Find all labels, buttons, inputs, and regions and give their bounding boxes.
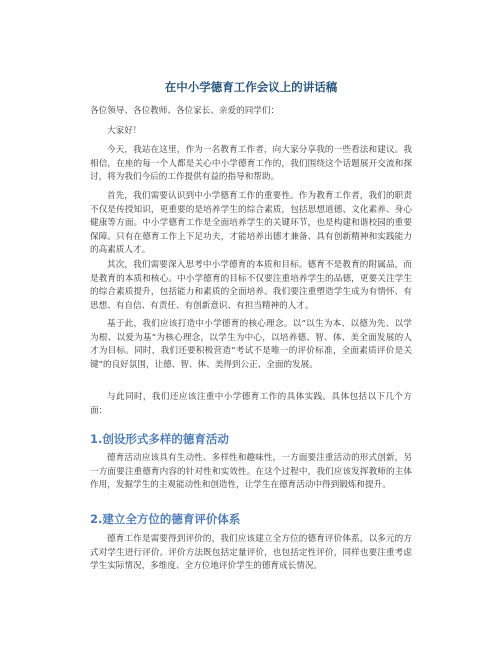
section-heading-evaluation: 2.建立全方位的德育评价体系 <box>90 512 241 526</box>
section-heading-activities: 1.创设形式多样的德育活动 <box>90 432 229 446</box>
salutation: 各位领导、各位教师、各位家长、亲爱的同学们： <box>90 106 280 116</box>
paragraph-essence: 其次，我们需要深入思考中小学德育的本质和目标。德育不是教育的附属品，而是教育的本质和核心。中小学德育的目标不仅要注重培养学生的品德，更要关注学生的综合素质提升，包括能力和素质的全面培养。我们要注重塑造学生成为有情怀、有思想、有自信、有责任、有创新意识、有担当精神的人才。 <box>90 260 412 311</box>
paragraph-activities: 德育活动应该具有生动性、多样性和趣味性，一方面要注重活动的形式创新，另一方面要注重德育内容的针对性和实效性。在这个过程中，我们应该发挥教师的主体作用，发掘学生的主观能动性和创造性，让学生在德育活动中得到锻炼和提升。 <box>90 453 412 490</box>
paragraph-core-concept: 基于此，我们应该打造中小学德育的核心理念。以“以生为本、以德为先、以学为根、以爱为基”为核心理念，以学生为中心，以培养德、智、体、美全面发展的人才为目标。同时，我们还要积极营造“考试不是唯一的评价标准，全面素质评价是关键”的良好氛围，让德、智、体、美得到公正、全面的发展。 <box>90 319 412 370</box>
page-title: 在中小学德育工作会议上的讲话稿 <box>164 80 338 94</box>
paragraph-intro: 今天，我站在这里，作为一名教育工作者，向大家分享我的一些看法和建议。我相信，在座的每一个人都是关心中小学德育工作的，我们围绕这个话题展开交流和探讨，将为我们今后的工作提供有益的指导和帮助。 <box>90 145 412 182</box>
greeting: 大家好！ <box>107 126 142 136</box>
paragraph-practice: 与此同时，我们还应该注重中小学德育工作的具体实践。具体包括以下几个方面： <box>90 392 412 416</box>
paragraph-evaluation: 德育工作是需要得到评价的，我们应该建立全方位的德育评价体系，以多元的方式对学生进行评价。评价方法既包括定量评价，也包括定性评价，同样也要注重考虑学生实际情况，多维度、全方位地评价学生的德育成长情况。 <box>90 534 412 571</box>
paragraph-importance: 首先，我们需要认识到中小学德育工作的重要性。作为教育工作者，我们的职责不仅是传授知识，更重要的是培养学生的综合素质，包括思想道德、文化素养、身心健康等方面。中小学德育工作是全面培养学生的关键环节，也是构建和谐校园的重要保障。只有在德育工作上下足功夫，才能培养出德才兼备、具有创新精神和实践能力的高素质人才。 <box>90 191 412 255</box>
